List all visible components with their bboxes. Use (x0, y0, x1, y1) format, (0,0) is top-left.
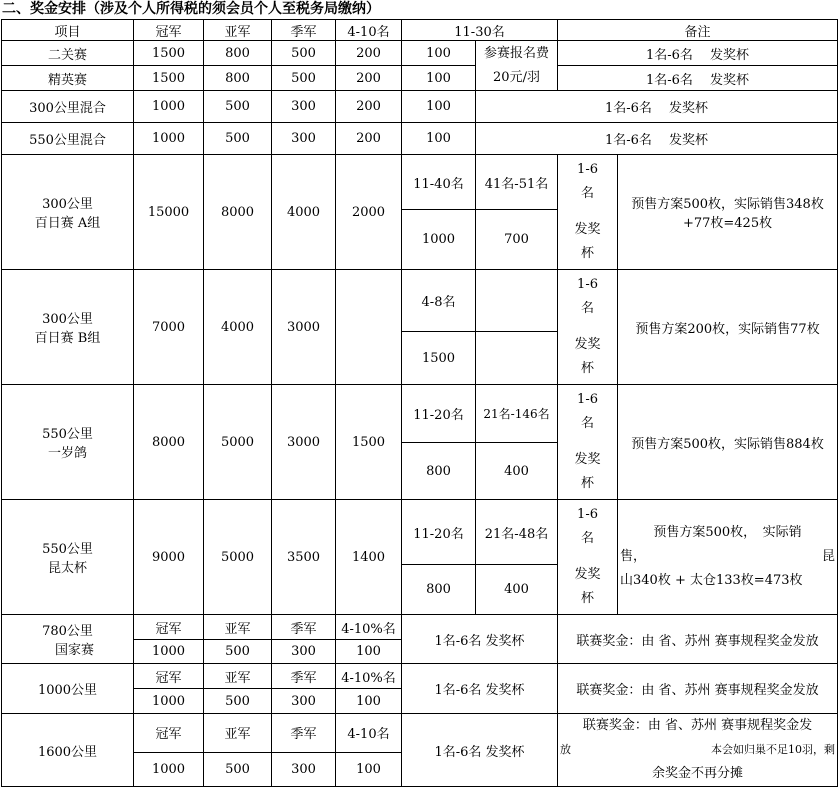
row-name (2, 385, 134, 500)
table-row (2, 500, 838, 565)
cell: 4-10%名 (336, 664, 402, 689)
cup-line: 杯 (581, 476, 595, 491)
table-row (2, 66, 838, 91)
row-note: 1名-6名 发奖杯 (558, 41, 838, 66)
cell: 200 (336, 41, 402, 66)
note-line: 联赛奖金：由 省、苏州 赛事规程奖金发 (582, 718, 813, 733)
cell: 1500 (336, 385, 402, 500)
table-row (2, 664, 838, 689)
row-name: 1000公里 (2, 664, 134, 714)
row-name (2, 500, 134, 615)
row-note: 1名-6名 发奖杯 (558, 66, 838, 91)
tier-value: 800 (402, 443, 476, 500)
cell: 季军 (272, 714, 336, 753)
cell: 500 (272, 66, 336, 91)
prize-table (1, 19, 838, 787)
cell: 1500 (134, 41, 204, 66)
cell: 500 (204, 123, 272, 155)
tier-value: 1500 (402, 332, 476, 385)
cell: 5000 (204, 500, 272, 615)
note-part: 售， (620, 549, 647, 564)
header-row (2, 20, 838, 41)
cell: 200 (336, 66, 402, 91)
cell: 1000 (134, 689, 204, 714)
cup-line: 杯 (581, 361, 595, 376)
cell: 冠军 (134, 714, 204, 753)
league-note (558, 714, 838, 787)
cell: 8000 (204, 155, 272, 270)
cup-note (558, 500, 618, 615)
cell: 8000 (134, 385, 204, 500)
table-row (2, 615, 838, 640)
tier-range: 21名-48名 (476, 500, 558, 565)
cell: 500 (272, 41, 336, 66)
cup-line: 杯 (581, 591, 595, 606)
cup-line: 1-6 (577, 162, 598, 177)
cell: 300 (272, 689, 336, 714)
cell: 300 (272, 91, 336, 123)
cup-line: 发奖 (574, 452, 601, 467)
cup-note (558, 270, 618, 385)
cup-note (558, 155, 618, 270)
sales-note (618, 500, 838, 615)
row-name-line1: 550公里 (42, 542, 93, 557)
cell-empty (476, 270, 558, 332)
cell: 1500 (134, 66, 204, 91)
cell: 100 (336, 640, 402, 664)
cell: 季军 (272, 664, 336, 689)
league-note: 联赛奖金：由 省、苏州 赛事规程奖金发放 (558, 664, 838, 714)
table-row (2, 155, 838, 210)
cell: 100 (402, 123, 476, 155)
header-item: 项目 (2, 20, 134, 41)
cell-empty (476, 332, 558, 385)
row-name-line2: 昆太杯 (47, 561, 87, 576)
header-first: 冠军 (134, 20, 204, 41)
tier-value: 800 (402, 565, 476, 615)
note-part: 放 (560, 743, 572, 756)
row-name (2, 615, 134, 664)
cell: 4000 (204, 270, 272, 385)
cup-line: 名 (581, 186, 595, 201)
cup-line: 发奖 (574, 567, 601, 582)
cup-line: 发奖 (574, 337, 601, 352)
table-row (2, 91, 838, 123)
note-line (560, 738, 835, 762)
table-row (2, 270, 838, 332)
cup-line: 1-6 (577, 277, 598, 292)
tier-value: 700 (476, 210, 558, 270)
note-line: 余奖金不再分摊 (652, 766, 744, 781)
cell: 1400 (336, 500, 402, 615)
cell: 800 (204, 66, 272, 91)
row-name-line2: 百日赛 B组 (34, 331, 101, 346)
row-name-line1: 550公里 (42, 427, 93, 442)
cup-note: 1名-6名 发奖杯 (402, 664, 558, 714)
sales-note: 预售方案500枚，实际销售348枚+77枚=425枚 (618, 155, 838, 270)
tier-range: 21名-146名 (476, 385, 558, 443)
cell: 3000 (272, 270, 336, 385)
cup-line: 名 (581, 531, 595, 546)
cell: 冠军 (134, 664, 204, 689)
tier-range: 4-8名 (402, 270, 476, 332)
cell: 7000 (134, 270, 204, 385)
cup-note: 1名-6名 发奖杯 (402, 714, 558, 787)
tier-range: 41名-51名 (476, 155, 558, 210)
note-part: 昆 (822, 549, 836, 564)
cell: 500 (204, 689, 272, 714)
sales-note: 预售方案500枚，实际销售884枚 (618, 385, 838, 500)
row-name: 精英赛 (2, 66, 134, 91)
cup-note: 1名-6名 发奖杯 (402, 615, 558, 664)
cell: 500 (204, 640, 272, 664)
cell: 冠军 (134, 615, 204, 640)
cell: 5000 (204, 385, 272, 500)
cell: 1000 (134, 123, 204, 155)
note-line: 山340枚 + 太仓133枚=473枚 (620, 573, 803, 588)
cell: 1000 (134, 752, 204, 786)
cell: 2000 (336, 155, 402, 270)
cup-line: 名 (581, 416, 595, 431)
cell: 200 (336, 123, 402, 155)
cell: 4000 (272, 155, 336, 270)
tier-range: 11-20名 (402, 385, 476, 443)
tier-value: 1000 (402, 210, 476, 270)
row-name-line2: 一岁鸽 (47, 446, 87, 461)
cell: 200 (336, 91, 402, 123)
cup-gap (560, 551, 615, 563)
row-name: 300公里混合 (2, 91, 134, 123)
cell: 100 (336, 752, 402, 786)
header-second: 亚军 (204, 20, 272, 41)
row-name-line1: 300公里 (42, 312, 93, 327)
table-row (2, 714, 838, 753)
row-name: 550公里混合 (2, 123, 134, 155)
cell: 100 (336, 689, 402, 714)
cup-line: 名 (581, 301, 595, 316)
note-line (620, 545, 835, 569)
row-name-line1: 780公里 (42, 624, 93, 639)
tier-value: 400 (476, 443, 558, 500)
table-row (2, 41, 838, 66)
cup-line: 杯 (581, 246, 595, 261)
section-heading: 二、奖金安排（涉及个人所得税的须会员个人至税务局缴纳） (2, 1, 380, 17)
cell: 15000 (134, 155, 204, 270)
cell: 100 (402, 66, 476, 91)
cell: 300 (272, 640, 336, 664)
cell-empty (336, 270, 402, 385)
cell: 亚军 (204, 615, 272, 640)
tier-value: 400 (476, 565, 558, 615)
note-part: 本会如归巢不足10羽，剩 (711, 743, 836, 756)
cell: 季军 (272, 615, 336, 640)
header-11-30: 11-30名 (402, 20, 558, 41)
cell: 500 (204, 91, 272, 123)
row-name-line2: 国家赛 (54, 643, 94, 658)
row-name (2, 270, 134, 385)
cell: 4-10%名 (336, 615, 402, 640)
sales-note: 预售方案200枚，实际销售77枚 (618, 270, 838, 385)
cell: 9000 (134, 500, 204, 615)
table-row (2, 123, 838, 155)
header-4-10: 4-10名 (336, 20, 402, 41)
cell: 300 (272, 123, 336, 155)
row-note: 1名-6名 发奖杯 (476, 123, 838, 155)
cell: 1000 (134, 640, 204, 664)
league-note: 联赛奖金：由 省、苏州 赛事规程奖金发放 (558, 615, 838, 664)
row-name-line1: 300公里 (42, 197, 93, 212)
table-row (2, 385, 838, 443)
row-name: 二关赛 (2, 41, 134, 66)
header-note: 备注 (558, 20, 838, 41)
row-name-line2: 百日赛 A组 (34, 216, 101, 231)
cell: 亚军 (204, 664, 272, 689)
cup-line: 1-6 (577, 392, 598, 407)
cup-gap (560, 436, 615, 448)
row-name: 1600公里 (2, 714, 134, 787)
cell: 3000 (272, 385, 336, 500)
cell: 500 (204, 752, 272, 786)
cup-line: 1-6 (577, 507, 598, 522)
cell: 1000 (134, 91, 204, 123)
header-third: 季军 (272, 20, 336, 41)
cell: 4-10名 (336, 714, 402, 753)
row-name (2, 155, 134, 270)
cup-note (558, 385, 618, 500)
cell: 100 (402, 41, 476, 66)
cell: 亚军 (204, 714, 272, 753)
cell: 3500 (272, 500, 336, 615)
cell: 800 (204, 41, 272, 66)
cell: 300 (272, 752, 336, 786)
tier-range: 11-20名 (402, 500, 476, 565)
cell: 100 (402, 91, 476, 123)
cup-line: 发奖 (574, 222, 601, 237)
cup-gap (560, 321, 615, 333)
entry-fee: 参赛报名费20元/羽 (476, 41, 558, 91)
row-note: 1名-6名 发奖杯 (476, 91, 838, 123)
tier-range: 11-40名 (402, 155, 476, 210)
cup-gap (560, 206, 615, 218)
note-line: 预售方案500枚， 实际销 (653, 525, 802, 540)
